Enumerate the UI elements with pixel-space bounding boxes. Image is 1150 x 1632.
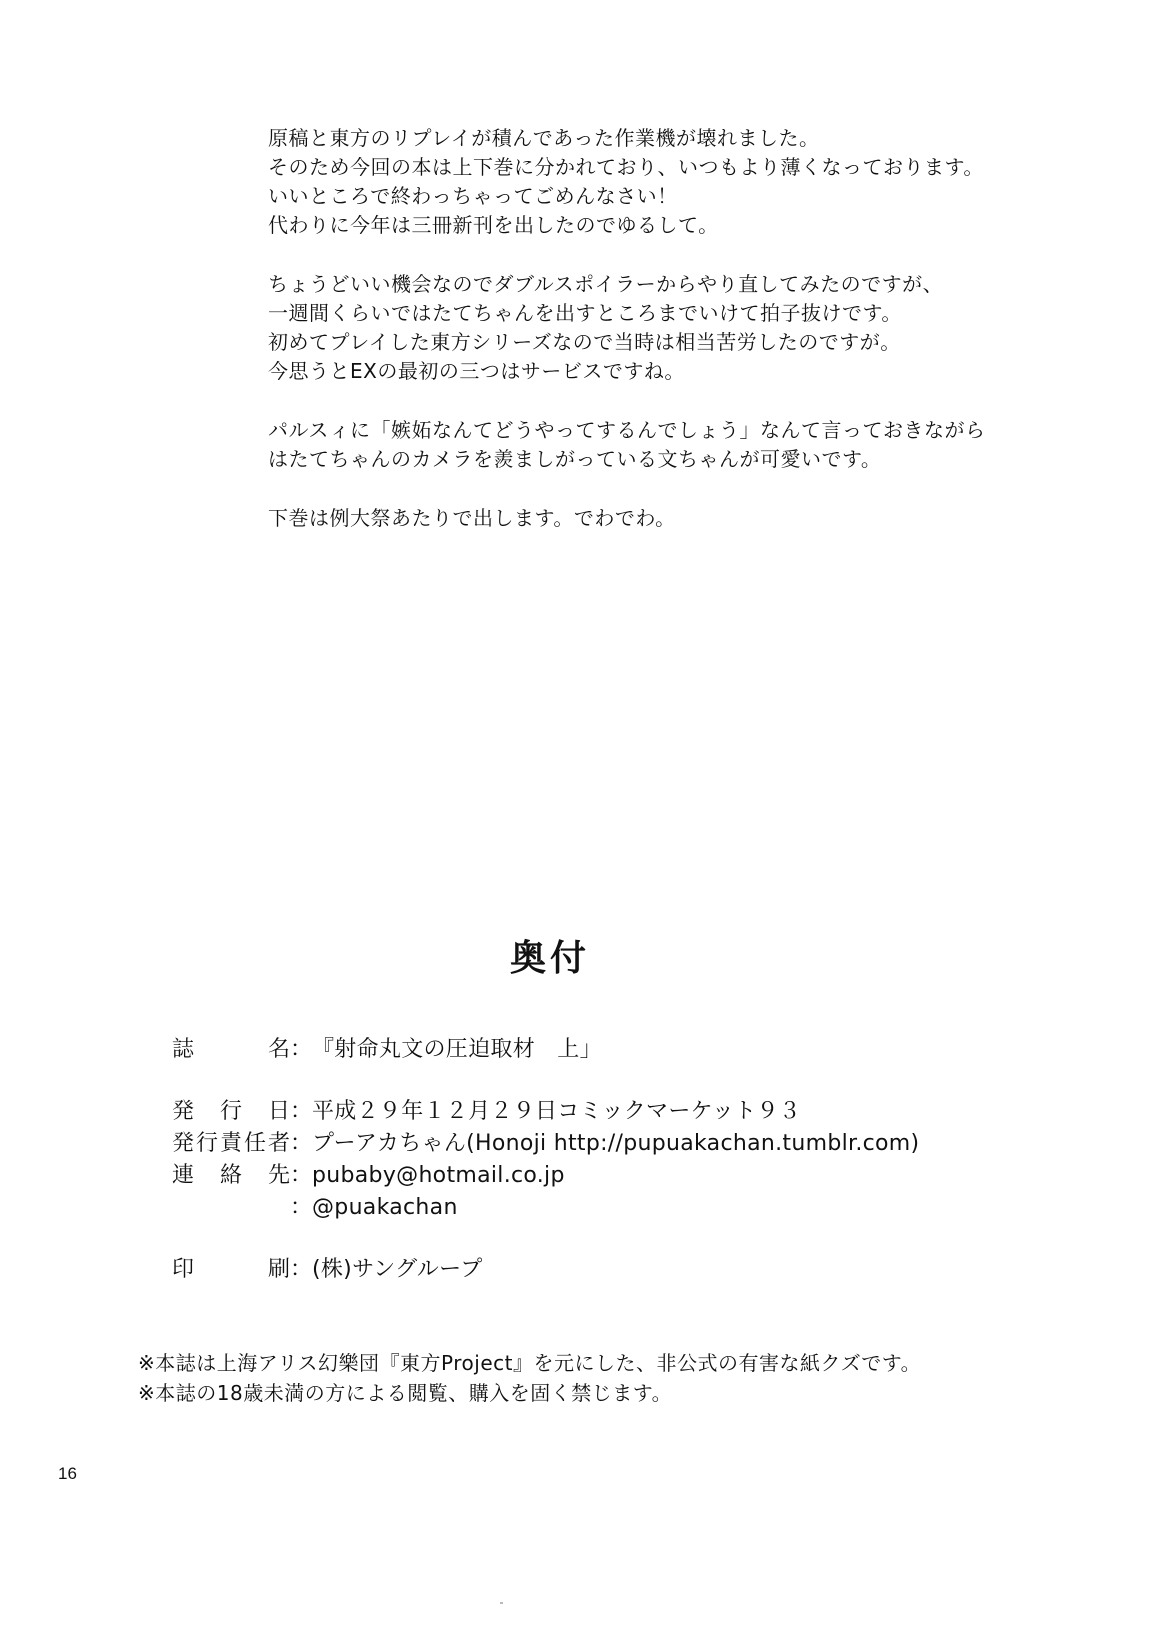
label-char: 誌 xyxy=(172,1037,195,1062)
colophon-value-date: 平成２９年１２月２９日コミックマーケット９３ xyxy=(312,1099,802,1124)
colophon-row-title xyxy=(172,1034,1072,1066)
colophon-row-contact-2 xyxy=(172,1192,1072,1224)
colon: ： xyxy=(290,1195,313,1220)
colon: ： xyxy=(290,1257,313,1282)
colophon-row-contact xyxy=(172,1160,1072,1192)
afterword-paragraph-4 xyxy=(268,504,1128,533)
disclaimer-note: ※本誌の18歳未満の方による閲覧、購入を固く禁じます。 xyxy=(138,1381,673,1405)
afterword-paragraph-1 xyxy=(268,124,1128,240)
colophon-value-handle: @puakachan xyxy=(312,1195,458,1220)
disclaimer-notes xyxy=(138,1348,921,1408)
label-char: 先 xyxy=(267,1163,290,1188)
colophon-row-printer xyxy=(172,1254,1072,1286)
afterword-line: ちょうどいい機会なのでダブルスポイラーからやり直してみたのですが、 xyxy=(268,272,944,296)
label-char: 連 xyxy=(172,1163,195,1188)
afterword-line: 初めてプレイした東方シリーズなので当時は相当苦労したのですが。 xyxy=(268,330,901,354)
colophon-value-email: pubaby@hotmail.co.jp xyxy=(312,1163,565,1188)
colophon-title: 奥付 xyxy=(509,938,590,979)
afterword-paragraph-2 xyxy=(268,270,1128,386)
colon: ： xyxy=(290,1037,313,1062)
afterword-line: 代わりに今年は三冊新刊を出したのでゆるして。 xyxy=(268,213,719,237)
label-char: 印 xyxy=(172,1257,195,1282)
scan-speck xyxy=(500,1602,503,1604)
disclaimer-note: ※本誌は上海アリス幻樂団『東方Project』を元にした、非公式の有害な紙クズです。 xyxy=(138,1351,922,1375)
afterword-line: 一週間くらいではたてちゃんを出すところまでいけて拍子抜けです。 xyxy=(268,301,902,325)
afterword xyxy=(268,124,1128,563)
afterword-line: 今思うとEXの最初の三つはサービスですね。 xyxy=(268,359,685,383)
afterword-line: 下巻は例大祭あたりで出します。でわでわ。 xyxy=(268,506,676,530)
colophon-row-date xyxy=(172,1096,1072,1128)
afterword-line: パルスィに「嫉妬なんてどうやってするんでしょう」なんて言っておきながら xyxy=(268,418,986,442)
colophon-value-book-title: 『射命丸文の圧迫取材 上」 xyxy=(312,1037,602,1062)
afterword-line: そのため今回の本は上下巻に分かれており、いつもより薄くなっております。 xyxy=(268,155,984,179)
afterword-line: いいところで終わっちゃってごめんなさい！ xyxy=(268,184,678,208)
colophon-label xyxy=(172,1096,290,1128)
colophon-label xyxy=(172,1128,290,1160)
label-char: 絡 xyxy=(219,1163,242,1188)
colon: ： xyxy=(290,1099,313,1124)
label-char: 発 xyxy=(172,1131,195,1156)
label-char: 者 xyxy=(267,1131,290,1156)
colophon-value-publisher: プーアカちゃん(Honoji http://pupuakachan.tumblr.com) xyxy=(312,1131,920,1156)
colophon-label xyxy=(172,1034,290,1066)
label-char: 発 xyxy=(172,1099,195,1124)
colon: ： xyxy=(290,1131,313,1156)
page-number: 16 xyxy=(58,1464,77,1483)
label-char: 任 xyxy=(243,1131,266,1156)
label-char: 責 xyxy=(219,1131,242,1156)
colophon-label xyxy=(172,1254,290,1286)
colon: ： xyxy=(290,1163,313,1188)
label-char: 行 xyxy=(195,1131,218,1156)
label-char: 日 xyxy=(267,1099,290,1124)
label-char: 刷 xyxy=(267,1257,290,1282)
colophon-value-printer: (株)サングループ xyxy=(312,1257,483,1282)
colophon-label xyxy=(172,1160,290,1192)
colophon-row-publisher xyxy=(172,1128,1072,1160)
label-char: 名 xyxy=(267,1037,290,1062)
afterword-line: はたてちゃんのカメラを羨ましがっている文ちゃんが可愛いです。 xyxy=(268,447,882,471)
afterword-paragraph-3 xyxy=(268,416,1128,474)
colophon-table xyxy=(172,1034,1072,1286)
afterword-line: 原稿と東方のリプレイが積んであった作業機が壊れました。 xyxy=(268,126,820,150)
label-char: 行 xyxy=(219,1099,242,1124)
